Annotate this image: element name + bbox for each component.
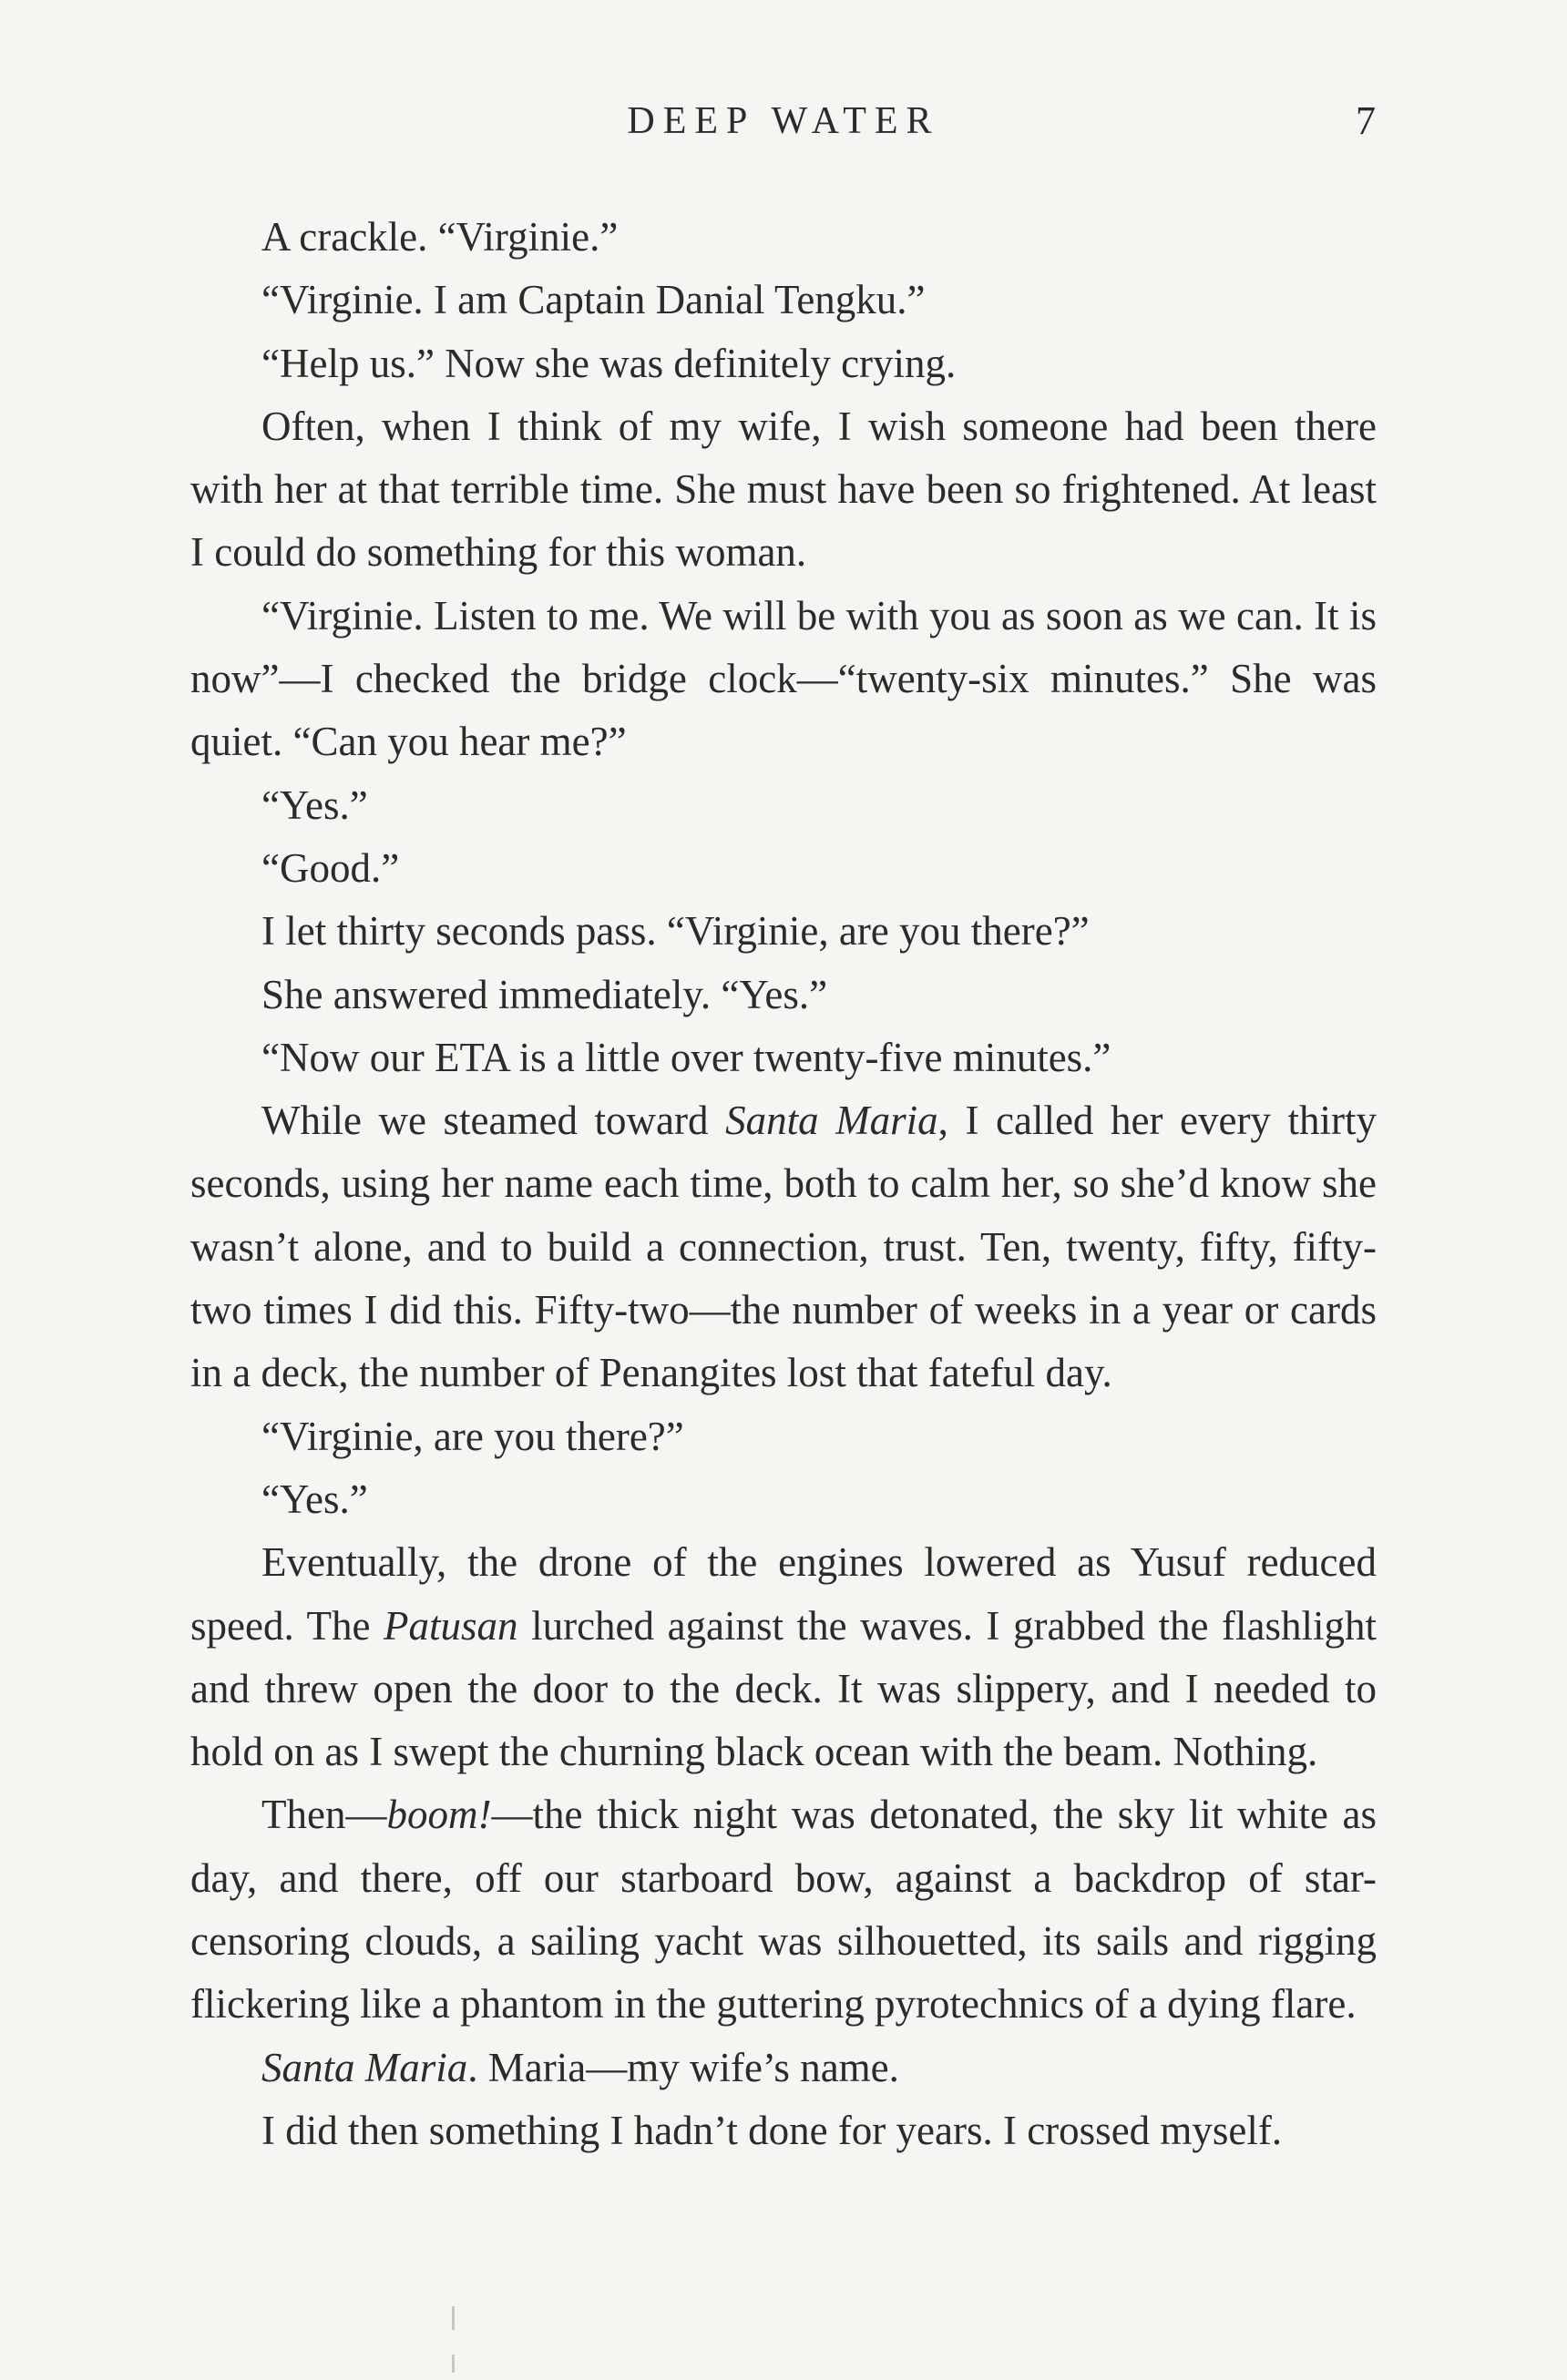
paragraph bbox=[190, 1783, 1377, 2036]
italic-text-segment: boom! bbox=[386, 1792, 492, 1838]
paragraph bbox=[190, 1027, 1377, 1089]
text-segment: While we steamed toward bbox=[261, 1098, 726, 1144]
text-segment: “Virginie. I am Captain Danial Tengku.” bbox=[261, 277, 926, 323]
paragraph bbox=[190, 964, 1377, 1027]
text-segment: Then— bbox=[261, 1792, 387, 1838]
paragraph bbox=[190, 900, 1377, 963]
scan-artifact bbox=[452, 2306, 455, 2330]
paragraph bbox=[190, 1405, 1377, 1468]
paragraph bbox=[190, 837, 1377, 900]
paragraph bbox=[190, 395, 1377, 585]
paragraph bbox=[190, 332, 1377, 395]
text-segment: —the thick night was detonated, the sky lit white as day, and there, off our starboard bow, against a backdrop of star-censoring clouds, a sailing yacht was silhouetted, its sails and rigging flickering like a phantom in the guttering pyrotechnics of a dying flare. bbox=[190, 1792, 1377, 2028]
paragraph bbox=[190, 1468, 1377, 1531]
running-head bbox=[191, 94, 1376, 148]
paragraph bbox=[190, 774, 1377, 837]
italic-text-segment: Santa Maria bbox=[725, 1098, 938, 1144]
text-segment: “Now our ETA is a little over twenty-five minutes.” bbox=[261, 1034, 1111, 1080]
paragraph bbox=[190, 206, 1377, 269]
text-segment: Often, when I think of my wife, I wish someone had been there with her at that terrible time. She must have been so frightened. At least I could do something for this woman. bbox=[190, 403, 1377, 576]
text-segment: I did then something I hadn’t done for years. I crossed myself. bbox=[261, 2107, 1283, 2153]
body-text bbox=[190, 206, 1377, 2162]
text-segment: “Help us.” Now she was definitely crying. bbox=[261, 340, 957, 386]
paragraph bbox=[190, 1089, 1377, 1405]
paragraph bbox=[190, 585, 1377, 774]
scan-artifact bbox=[452, 2354, 455, 2373]
text-segment: . Maria—my wife’s name. bbox=[467, 2044, 899, 2090]
text-segment: “Virginie, are you there?” bbox=[261, 1413, 684, 1459]
paragraph bbox=[190, 2099, 1377, 2162]
text-segment: “Yes.” bbox=[261, 781, 368, 828]
text-segment: lurched against the waves. I grabbed the flashlight and threw open the door to the deck. It was slippery, and I needed to hold on as I swept the churning black ocean with the beam. Nothing. bbox=[190, 1602, 1378, 1775]
paragraph bbox=[190, 1531, 1377, 1783]
text-segment: , I called her every thirty seconds, using her name each time, both to calm her, so she’d know she wasn’t alone, and to build a connection, trust. Ten, twenty, fifty, fifty-two times I did this. Fifty-two—the number of weeks in a year or cards in a deck, the number of Penangites lost that fateful day. bbox=[190, 1098, 1377, 1396]
italic-text-segment: Santa Maria bbox=[261, 2044, 468, 2090]
paragraph bbox=[190, 2037, 1377, 2099]
text-segment: “Virginie. Listen to me. We will be with you as soon as we can. It is now”—I checked the bridge clock—“twenty-six minutes.” She was quiet. “Can you hear me?” bbox=[190, 592, 1377, 765]
running-title: DEEP WATER bbox=[627, 100, 940, 142]
page-number: 7 bbox=[1356, 98, 1376, 143]
text-segment: I let thirty seconds pass. “Virginie, are you there?” bbox=[261, 908, 1090, 955]
italic-text-segment: Patusan bbox=[384, 1602, 518, 1649]
text-segment: “Good.” bbox=[261, 844, 400, 891]
text-segment: “Yes.” bbox=[261, 1476, 368, 1522]
text-segment: She answered immediately. “Yes.” bbox=[261, 971, 828, 1017]
paragraph bbox=[190, 269, 1377, 332]
text-segment: A crackle. “Virginie.” bbox=[261, 214, 619, 260]
text-segment: Eventually, the drone of the engines lowered as Yusuf reduced speed. The bbox=[190, 1539, 1377, 1649]
